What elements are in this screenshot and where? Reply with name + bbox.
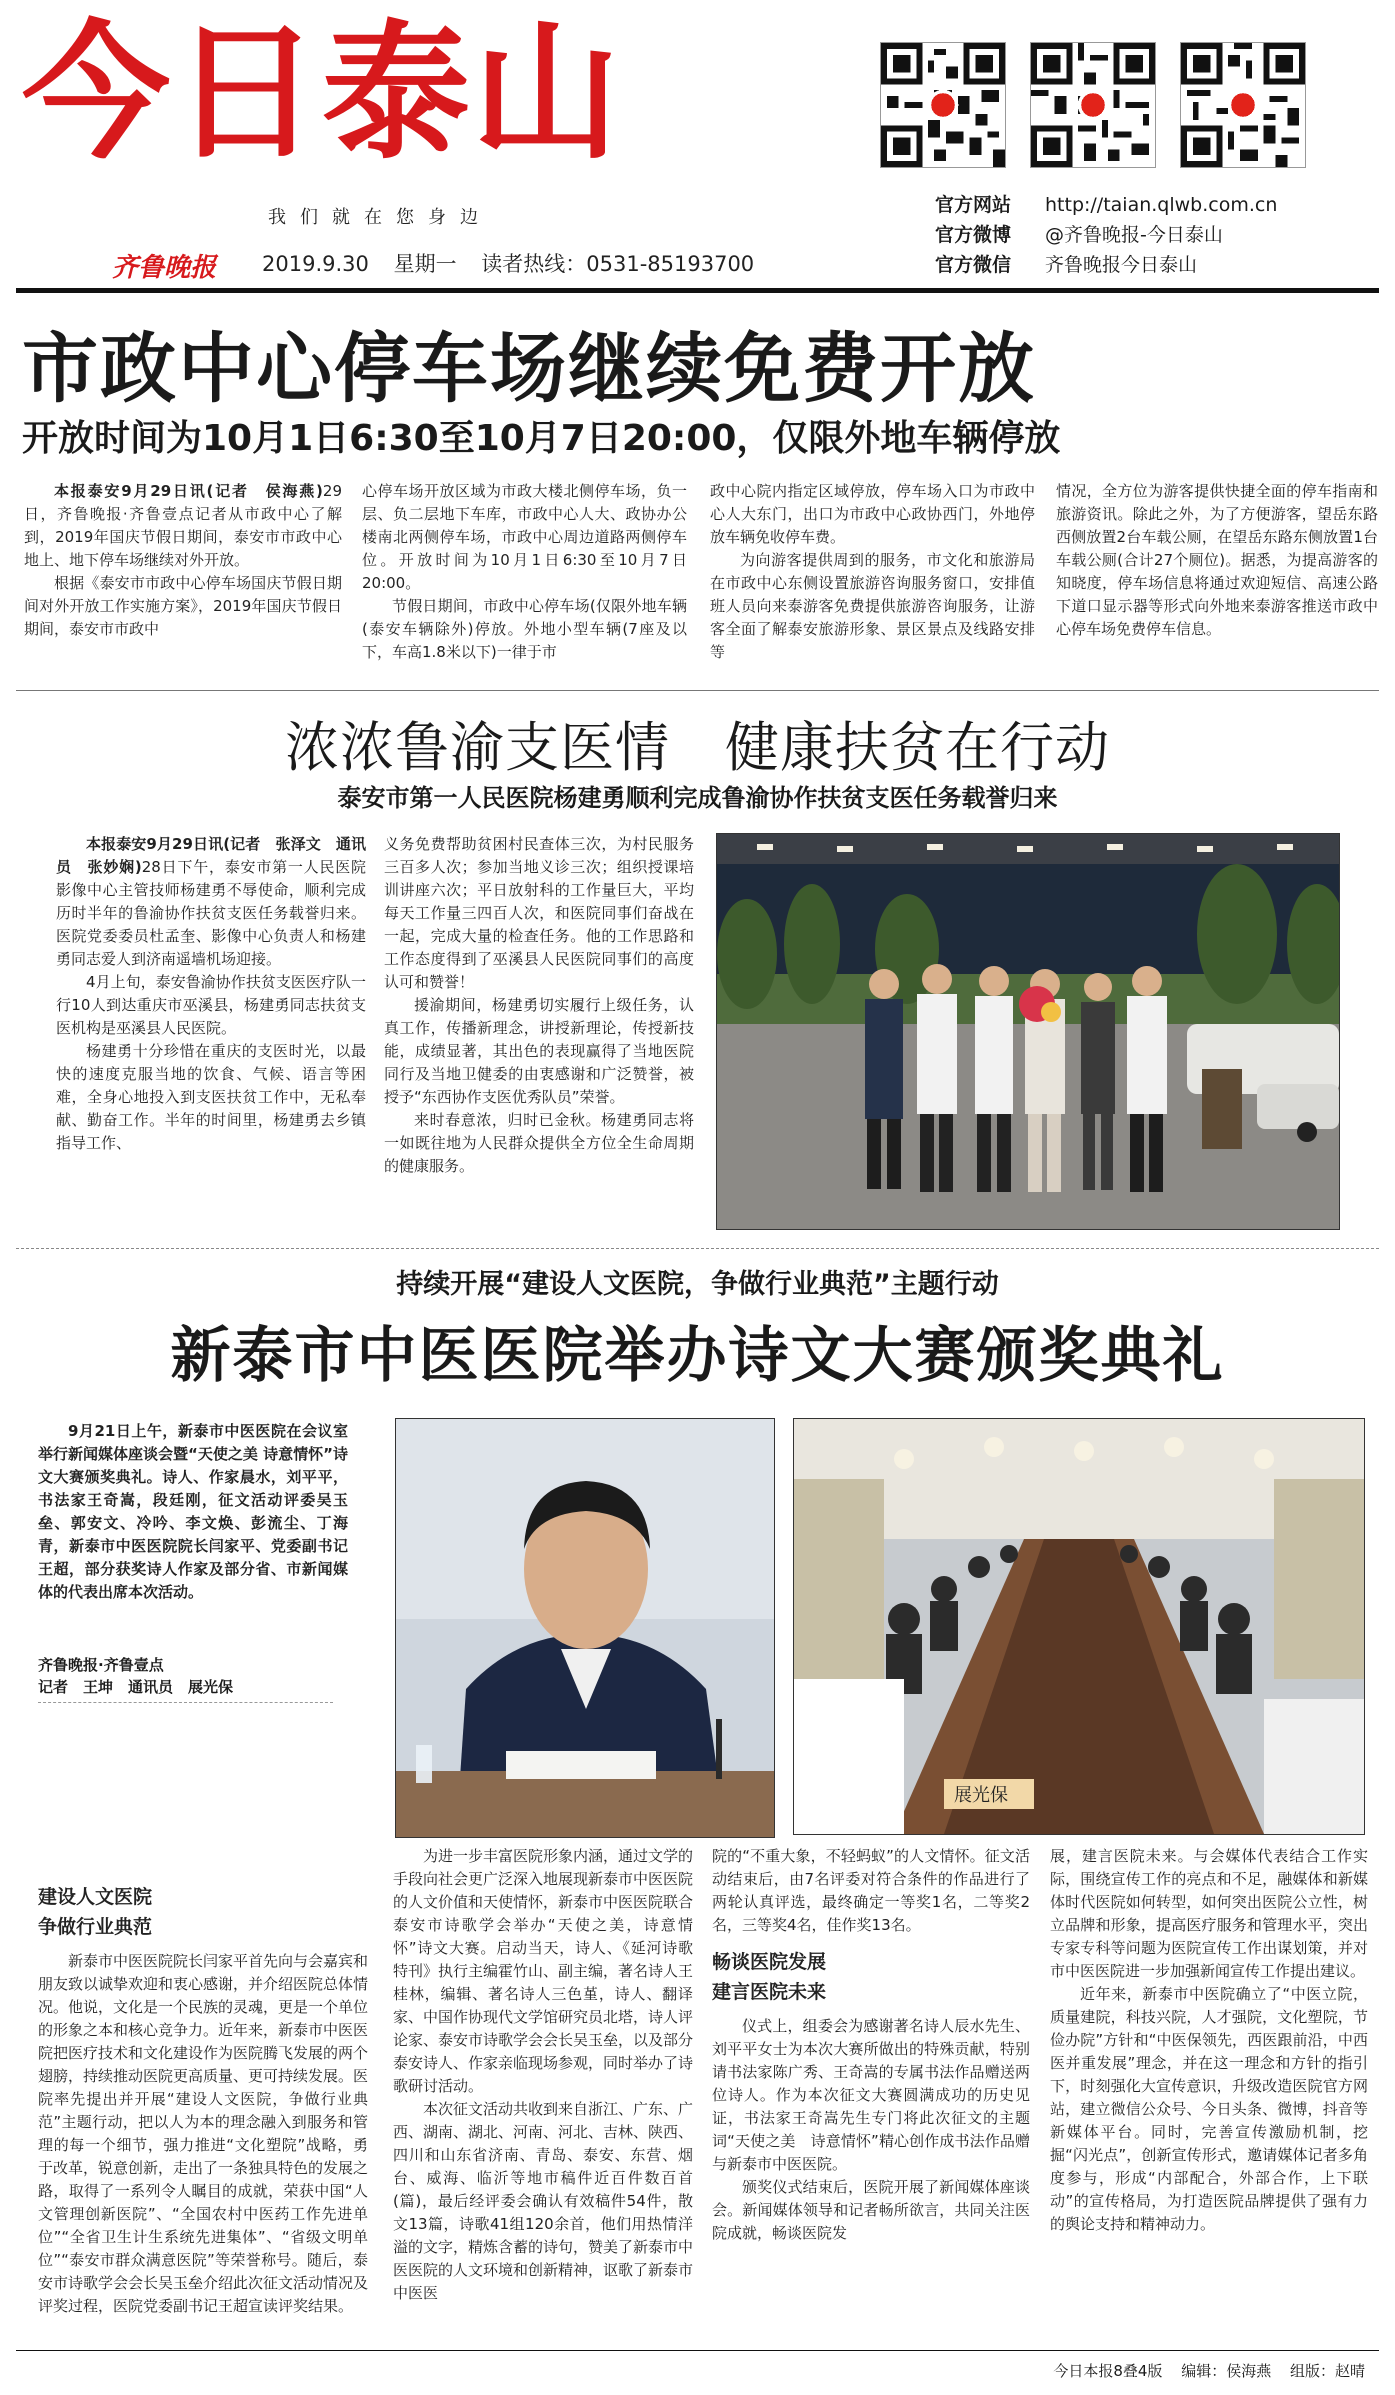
info-row-weibo: 官方微博 @齐鲁晚报-今日泰山 bbox=[935, 224, 1223, 246]
story2-col1: 本报泰安9月29日讯(记者 张泽文 通讯员 张妙娴)28日下午，泰安市第一人民医院影像中心主管技师杨建勇不辱使命，顺利完成历时半年的鲁渝协作扶贫支医任务载誉归来。医院党委委员杜孟奎、影像中心负责人和杨建勇同志爱人到济南遥墙机场迎接。 4月上旬，泰安鲁渝协作扶贫支医医疗队一行10人到达重庆市巫溪县，杨建勇同志扶贫支医机构是巫溪县人民医院。 杨建勇十分珍惜在重庆的支医时光，以最快的速度克服当地的饮食、气候、语言等困难，全身心地投入到支医扶贫工作中，无私奉献、勤奋工作。半年的时间里，杨建勇去乡镇指导工作、 bbox=[56, 835, 366, 1152]
story1-headline: 市政中心停车场继续免费开放 bbox=[22, 324, 1036, 413]
footer-layout: 组版：赵晴 bbox=[1289, 2362, 1365, 2380]
masthead-slogan: 我们就在您身边 bbox=[268, 207, 492, 228]
story3-col2: 为进一步丰富医院形象内涵，通过文学的手段向社会更广泛深入地展现新泰市中医医院的人文价值和天使情怀，新泰市中医医院联合泰安市诗歌学会举办“天使之美，诗意情怀”诗文大赛。启动当天，诗人、《延河诗歌特刊》执行主编霍竹山、副主编，著名诗人王桂林，编辑、著名诗人三色堇，诗人、翻译家、中国作协现代文学馆研究员北塔，诗人评论家、泰安市诗歌学会会长吴玉垒，以及部分泰安诗人、作家亲临现场参观，同时举办了诗歌研讨活动。 本次征文活动共收到来自浙江、广东、广西、湖南、湖北、河南、河北、吉林、陕西、四川和山东省济南、青岛、泰安、东营、烟台、威海、临沂等地市稿件近百件数百首(篇)，最后经评委会确认有效稿件54件，散文13篇，诗歌41组120余首，他们用热情洋溢的文字，精炼含蓄的诗句，赞美了新泰市中医医院的人文环境和创新精神，讴歌了新泰市中医医 bbox=[393, 1847, 694, 2302]
brand-logo: 齐鲁晚报 bbox=[112, 253, 217, 283]
story1-dateline: 本报泰安9月29日讯(记者 侯海燕) bbox=[54, 482, 323, 500]
issue-line bbox=[262, 248, 772, 278]
story1-col2: 心停车场开放区域为市政大楼北侧停车场，负一层、负二层地下车库，市政中心人大、政协办公楼南北两侧停车场，市政中心周边道路两侧停车位。开放时间为10月1日6:30至10月7日20:00。 节假日期间，市政中心停车场(仅限外地车辆(泰安车辆除外)停放。外地小型车辆(7座及以下，车高1.8米以下)一律于市 bbox=[362, 482, 687, 661]
story3-subhead-2a: 畅谈医院发展 bbox=[712, 1951, 827, 1973]
story3-subhead-2b: 建言医院未来 bbox=[712, 1981, 827, 2003]
qr-code-icon[interactable] bbox=[1180, 42, 1306, 168]
story3-kicker: 持续开展“建设人文医院，争做行业典范”主题行动 bbox=[396, 1269, 999, 1300]
story3-col4: 展，建言医院未来。与会媒体代表结合工作实际，围绕宣传工作的亮点和不足，融媒体和新媒体时代医院如何转型，如何突出医院公立性，树立品牌和形象，提高医疗服务和管理水平，突出专家专科等问题为医院宣传工作出谋划策，并对市中医医院进一步加强新闻宣传工作提出建议。 近年来，新泰市中医院确立了“中医立院，质量建院，科技兴院，人才强院，文化塑院，节俭办院”方针和“中医保领先，西医跟前沿，中西医并重发展”理念，并在这一理念和方针的指引下，时刻强化大宣传意识，升级改造医院官方网站，建立微信公众号、今日头条、微博，抖音等新媒体平台。同时，完善宣传激励机制，挖掘“闪光点”，创新宣传形式，邀请媒体记者多角度参与，形成“内部配合，外部合作，上下联动”的宣传格局，为打造医院品牌提供了强有力的舆论支持和精神动力。 bbox=[1050, 1847, 1368, 2233]
story3-subhead-1a: 建设人文医院 bbox=[38, 1886, 153, 1908]
story1-col4: 情况，全方位为游客提供快捷全面的停车指南和旅游资讯。除此之外，为了方便游客，望岳东路西侧放置2台车载公厕，在望岳东路东侧放置1台车载公厕(合计27个厕位)。据悉，为提高游客的知晓度，停车场信息将通过欢迎短信、高速公路下道口显示器等形式向外地来泰游客推送市政中心停车场免费停车信息。 bbox=[1056, 482, 1378, 638]
website-link[interactable]: http://taian.qlwb.com.cn bbox=[1045, 194, 1278, 216]
masthead-title: 今日泰山 bbox=[22, 7, 622, 179]
story3-col3: 院的“不重大象，不轻蚂蚁”的人文情怀。征文活动结束后，由7名评委对符合条件的作品进行了两轮认真评选，最终确定一等奖1名，二等奖2名，三等奖4名，佳作奖13名。 畅谈医院发展 建言医院未来 仪式上，组委会为感谢著名诗人辰水先生、刘平平女士为本次大赛所做出的特殊贡献，特别请书法家陈广秀、王奇嵩的专属书法作品赠送两位诗人。作为本次征文大赛圆满成功的历史见证，书法家王奇嵩先生专门将此次征文的主题词“天使之美 诗意情怀”精心创作成书法作品赠与新泰市中医医院。 颁奖仪式结束后，医院开展了新闻媒体座谈会。新闻媒体领导和记者畅所欲言，共同关注医院成就，畅谈医院发 bbox=[712, 1847, 1030, 2242]
qr-code-icon[interactable] bbox=[880, 42, 1006, 168]
footer-pages: 今日本报8叠4版 bbox=[1053, 2362, 1163, 2380]
issue-weekday: 星期一 bbox=[393, 252, 457, 276]
story3-byline: 齐鲁晚报·齐鲁壹点 记者 王坤 通讯员 展光保 bbox=[38, 1654, 333, 1703]
footer-rule bbox=[16, 2350, 1379, 2351]
meeting-room-photo bbox=[793, 1418, 1365, 1835]
story2-deck: 泰安市第一人民医院杨建勇顺利完成鲁渝协作扶贫支医任务载誉归来 bbox=[337, 784, 1058, 812]
reader-hotline: 读者热线：0531-85193700 bbox=[481, 252, 755, 276]
airport-group-photo bbox=[716, 833, 1340, 1230]
story3-col1: 建设人文医院 争做行业典范 新泰市中医医院院长闫家平首先向与会嘉宾和朋友致以诚挚欢迎和衷心感谢，并介绍医院总体情况。他说，文化是一个民族的灵魂，更是一个单位的形象之本和核心竞争力。近年来，新泰市中医医院把医疗技术和文化建设作为医院腾飞发展的两个翅膀，持续推动医院更高质量、更可持续发展。医院率先提出并开展“建设人文医院，争做行业典范”主题行动，把以人为本的理念融入到服务和管理的每一个细节，强力推进“文化塑院”战略，勇于改革，锐意创新，走出了一条独具特色的发展之路，取得了一系列令人瞩目的成就，荣获中国“人文管理创新医院”、“全国农村中医药工作先进单位”“全省卫生计生系统先进集体”、“省级文明单位”“泰安市群众满意医院”等荣誉称号。随后，泰安市诗歌学会会长吴玉垒介绍此次征文活动情况及评奖过程，医院党委副书记王超宣读评奖结果。 bbox=[38, 1882, 368, 2318]
story3-lead: 9月21日上午，新泰市中医医院在会议室举行新闻媒体座谈会暨“天使之美 诗意情怀”诗文大赛颁奖典礼。诗人、作家晨水，刘平平，书法家王奇嵩，段廷刚，征文活动评委吴玉垒、郭安文、冷吟、李文焕、彭流尘、丁海青，新泰市中医医院院长闫家平、党委副书记王超，部分获奖诗人作家及部分省、市新闻媒体的代表出席本次活动。 bbox=[38, 1422, 348, 1601]
official-channels bbox=[935, 190, 1277, 280]
story3-subhead-1b: 争做行业典范 bbox=[38, 1916, 153, 1938]
qr-code-icon[interactable] bbox=[1030, 42, 1156, 168]
speaker-photo bbox=[395, 1418, 775, 1838]
story1-col1: 本报泰安9月29日讯(记者 侯海燕)29日，齐鲁晚报·齐鲁壹点记者从市政中心了解到，2019年国庆节假日期间，泰安市市政中心地上、地下停车场继续对外开放。 根据《泰安市市政中心停车场国庆节假日期间对外开放工作实施方案》，2019年国庆节假日期间，泰安市市政中 bbox=[24, 482, 342, 638]
photo-name-card: 展光保 bbox=[954, 1785, 1008, 1806]
issue-date: 2019.9.30 bbox=[262, 252, 369, 276]
story2-dateline: 本报泰安9月29日讯(记者 张泽文 通讯员 张妙娴) bbox=[56, 835, 366, 876]
section-divider bbox=[16, 1248, 1379, 1249]
story3-headline: 新泰市中医医院举办诗文大赛颁奖典礼 bbox=[170, 1321, 1225, 1391]
masthead-rule bbox=[16, 288, 1379, 293]
story1-deck: 开放时间为10月1日6:30至10月7日20:00，仅限外地车辆停放 bbox=[22, 418, 1061, 459]
story1-col3: 政中心院内指定区域停放，停车场入口为市政中心人大东门，出口为市政中心政协西门，外地停放车辆免收停车费。 为向游客提供周到的服务，市文化和旅游局在市政中心东侧设置旅游咨询服务窗口，安排值班人员向来泰游客免费提供旅游咨询服务，让游客全面了解泰安旅游形象、景区景点及线路安排等 bbox=[710, 482, 1035, 661]
section-divider bbox=[16, 690, 1379, 691]
footer-editor: 编辑：侯海燕 bbox=[1181, 2362, 1272, 2380]
page-footer bbox=[1039, 2360, 1365, 2381]
info-row-website: 官方网站 http://taian.qlwb.com.cn bbox=[935, 194, 1278, 216]
info-row-wechat: 官方微信 齐鲁晚报今日泰山 bbox=[935, 254, 1198, 276]
story2-col2: 义务免费帮助贫困村民查体三次，为村民服务三百多人次；参加当地义诊三次；组织授课培训讲座六次；平日放射科的工作量巨大，平均每天工作量三四百人次，和医院同事们奋战在一起，完成大量的检查任务。他的工作思路和工作态度得到了巫溪县人民医院同事们的高度认可和赞誉！ 援渝期间，杨建勇切实履行上级任务，认真工作，传播新理念，讲授新理论，传授新技能，成绩显著，其出色的表现赢得了当地医院同行及当地卫健委的由衷感谢和广泛赞誉，被授予“东西协作支医优秀队员”荣誉。 来时春意浓，归时已金秋。杨建勇同志将一如既往地为人民群众提供全方位全生命周期的健康服务。 bbox=[384, 835, 694, 1175]
story2-headline: 浓浓鲁渝支医情 健康扶贫在行动 bbox=[285, 716, 1110, 779]
